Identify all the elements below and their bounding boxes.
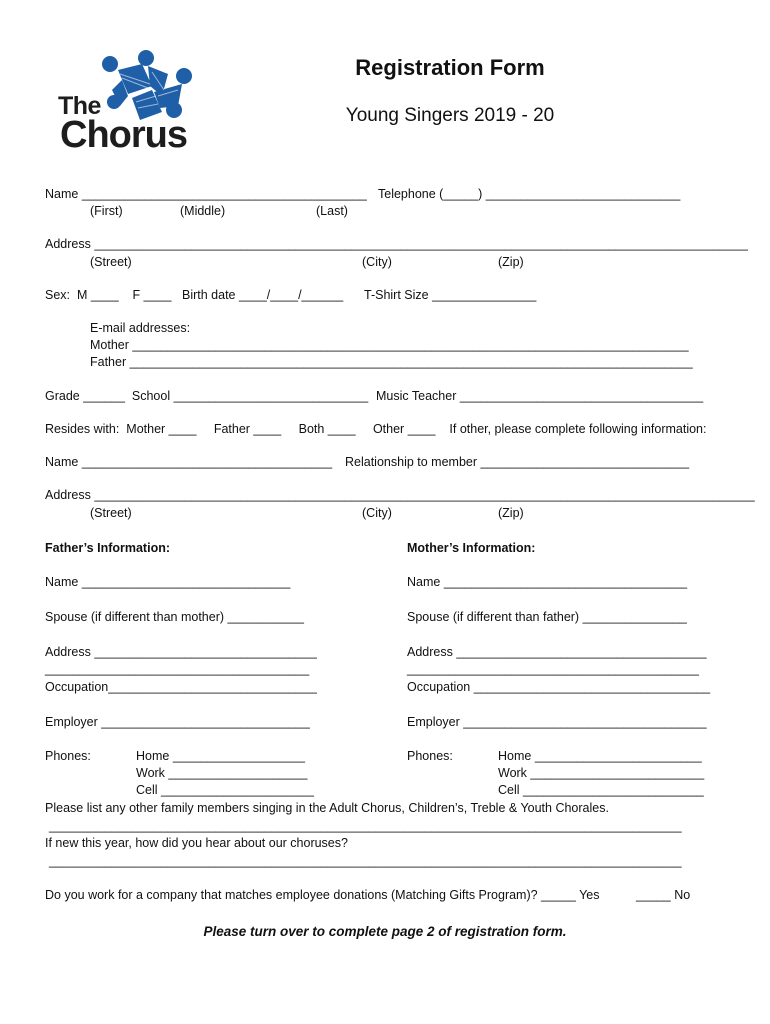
mother-employer-field[interactable]: Employer ___________________________________ — [407, 715, 707, 729]
mother-phones-label: Phones: — [407, 749, 453, 763]
mother-cell-phone-field[interactable]: Cell __________________________ — [498, 783, 704, 797]
matching-gifts-no-field[interactable]: _____ No — [636, 888, 691, 902]
mother-address-field[interactable]: Address ____________________________________ — [407, 645, 707, 659]
telephone-field[interactable]: Telephone (_____) ____________________________ — [378, 187, 681, 201]
the-chorus-logo — [58, 50, 208, 160]
father-work-phone-field[interactable]: Work ____________________ — [136, 766, 308, 780]
father-name-field[interactable]: Name ______________________________ — [45, 575, 291, 589]
family-members-field[interactable]: ___________________________________________________________________________________________ — [49, 819, 682, 833]
father-info-heading: Father’s Information: — [45, 541, 171, 555]
page-footer-note: Please turn over to complete page 2 of registration form. — [203, 924, 567, 939]
name-sub-last: (Last) — [316, 204, 348, 218]
father-cell-phone-field[interactable]: Cell ______________________ — [136, 783, 314, 797]
mother-occupation-field[interactable]: Occupation __________________________________ — [407, 680, 711, 694]
logo-text-chorus: Chorus — [60, 114, 187, 156]
mother-name-field[interactable]: Name ___________________________________ — [407, 575, 688, 589]
father-address-field[interactable]: Address ________________________________ — [45, 645, 317, 659]
logo-text-the: The — [58, 92, 101, 120]
hear-about-field[interactable]: ___________________________________________________________________________________________ — [49, 854, 682, 868]
father-phones-label: Phones: — [45, 749, 91, 763]
sex-field[interactable]: Sex: M ____ F ____ — [45, 288, 172, 302]
resides-with-field[interactable]: Resides with: Mother ____ Father ____ Both ____ Other ____ If other, please complete following information: — [45, 422, 707, 436]
form-subtitle: Young Singers 2019 - 20 — [345, 105, 555, 126]
member-name-field[interactable]: Name _________________________________________ — [45, 187, 367, 201]
address-sub-street: (Street) — [90, 255, 132, 269]
mother-home-phone-field[interactable]: Home ________________________ — [498, 749, 702, 763]
address2-sub-zip: (Zip) — [498, 506, 524, 520]
address2-sub-city: (City) — [362, 506, 392, 520]
father-home-phone-field[interactable]: Home ___________________ — [136, 749, 305, 763]
member-address-field[interactable]: Address ______________________________________________________________________________________________ — [45, 237, 748, 251]
matching-gifts-yes-field[interactable]: Do you work for a company that matches employee donations (Matching Gifts Program)? _____ Yes — [45, 888, 600, 902]
guardian-address-field[interactable]: Address _______________________________________________________________________________________________ — [45, 488, 755, 502]
grade-school-field[interactable]: Grade ______ School ____________________________ — [45, 389, 369, 403]
relationship-field[interactable]: Relationship to member ______________________________ — [345, 455, 690, 469]
music-teacher-field[interactable]: Music Teacher ___________________________________ — [376, 389, 704, 403]
mother-address-cont-field[interactable]: __________________________________________ — [407, 662, 699, 676]
birth-date-field[interactable]: Birth date ____/____/______ — [182, 288, 344, 302]
father-address-cont-field[interactable]: ______________________________________ — [45, 662, 310, 676]
address-sub-city: (City) — [362, 255, 392, 269]
email-mother-field[interactable]: Mother ________________________________________________________________________________ — [90, 338, 689, 352]
mother-work-phone-field[interactable]: Work _________________________ — [498, 766, 705, 780]
father-occupation-field[interactable]: Occupation______________________________ — [45, 680, 317, 694]
email-father-field[interactable]: Father _________________________________________________________________________________ — [90, 355, 693, 369]
father-spouse-field[interactable]: Spouse (if different than mother) ___________ — [45, 610, 304, 624]
guardian-name-field[interactable]: Name ____________________________________ — [45, 455, 333, 469]
address2-sub-street: (Street) — [90, 506, 132, 520]
mother-spouse-field[interactable]: Spouse (if different than father) _______________ — [407, 610, 687, 624]
mother-info-heading: Mother’s Information: — [407, 541, 536, 555]
hear-about-prompt: If new this year, how did you hear about our choruses? — [45, 836, 348, 850]
family-members-prompt: Please list any other family members singing in the Adult Chorus, Children’s, Treble & Youth Chorales. — [45, 801, 609, 815]
form-title: Registration Form — [355, 55, 545, 80]
father-employer-field[interactable]: Employer ______________________________ — [45, 715, 310, 729]
tshirt-size-field[interactable]: T-Shirt Size _______________ — [364, 288, 537, 302]
name-sub-middle: (Middle) — [180, 204, 226, 218]
name-sub-first: (First) — [90, 204, 123, 218]
email-heading: E-mail addresses: — [90, 321, 191, 335]
address-sub-zip: (Zip) — [498, 255, 524, 269]
